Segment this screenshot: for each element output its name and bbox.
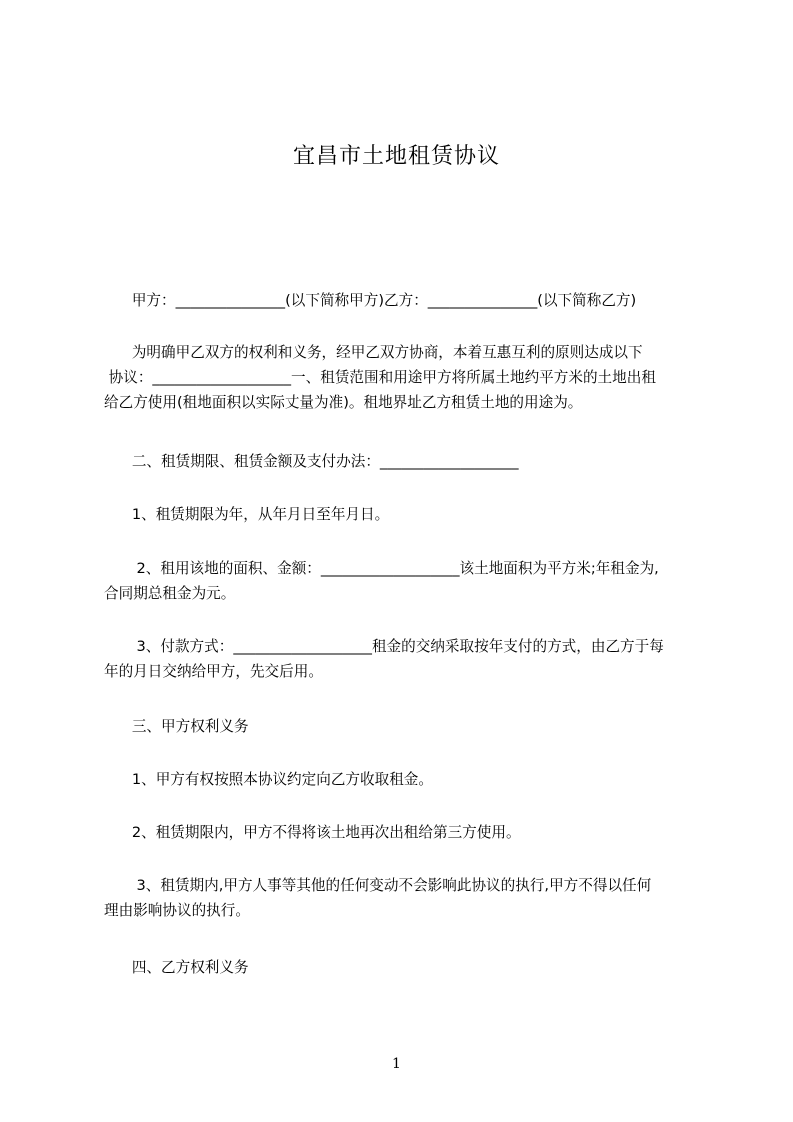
section-3-item-1: [104, 767, 704, 792]
text-line: 四、乙方权利义务: [104, 959, 249, 976]
text-line: 年的月日交纳给甲方，先交后用。: [104, 663, 323, 680]
text-line: 3、租赁期内,甲方人事等其他的任何变动不会影响此协议的执行,甲方不得以任何: [104, 877, 652, 894]
text-line: 给乙方使用(租地面积以实际丈量为准)。租地界址乙方租赁土地的用途为。: [104, 394, 583, 411]
parties-paragraph: [104, 288, 704, 313]
section-3-heading: [104, 714, 704, 739]
text-line: 1、租赁期限为年，从年月日至年月日。: [104, 506, 390, 523]
text-line: 3、付款方式：___________________租金的交纳采取按年支付的方式，由乙方于每: [104, 638, 664, 655]
document-title: 宜昌市土地租赁协议: [292, 144, 500, 169]
text-line: 1、甲方有权按照本协议约定向乙方收取租金。: [104, 771, 433, 788]
page-number: 1: [392, 1056, 401, 1072]
text-line: 合同期总租金为元。: [104, 585, 236, 602]
text-line: 2、租用该地的面积、金额：___________________该土地面积为平方米;年租金为,: [104, 560, 659, 577]
preamble-paragraph: [104, 340, 704, 415]
text-line: 三、甲方权利义务: [104, 718, 249, 735]
section-2-heading: [104, 449, 704, 474]
section-4-heading: [104, 955, 704, 980]
text-line: 二、租赁期限、租赁金额及支付办法：___________________: [104, 453, 519, 470]
section-2-item-2: [104, 556, 704, 606]
section-2-item-3: [104, 634, 704, 684]
text-line: 协议：___________________一、租赁范围和用途甲方将所属土地约平方米的土地出租: [104, 369, 656, 386]
section-3-item-3: [104, 873, 704, 923]
text-line: 2、租赁期限内，甲方不得将该土地再次出租给第三方使用。: [104, 824, 521, 841]
text-line: 理由影响协议的执行。: [104, 902, 250, 919]
section-3-item-2: [104, 820, 704, 845]
section-2-item-1: [104, 502, 704, 527]
text-line: 为明确甲乙双方的权利和义务，经甲乙双方协商，本着互惠互利的原则达成以下: [104, 344, 643, 361]
text-line: 甲方：_______________(以下简称甲方)乙方：_______________(以下简称乙方): [104, 292, 637, 309]
